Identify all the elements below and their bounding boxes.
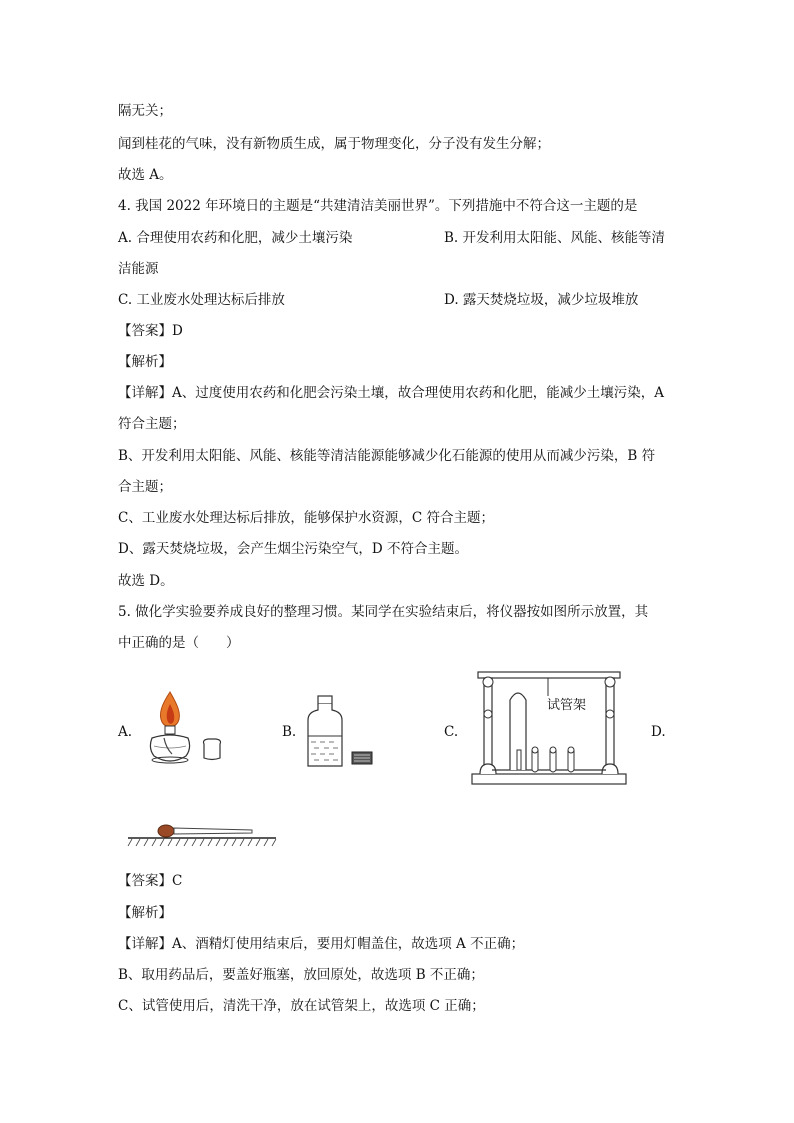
figure-label-a: A. [118,724,133,740]
text-line: 【详解】A、酒精灯使用结束后，要用灯帽盖住，故选项 A 不正确； [118,936,525,952]
text-line: C、工业废水处理达标后排放，能够保护水资源，C 符合主题； [118,510,494,526]
rack-label: 试管架 [545,696,588,716]
text-line: 闻到桂花的气味，没有新物质生成，属于物理变化，分子没有发生分解； [118,136,550,152]
text-line: B、取用药品后，要盖好瓶塞，放回原处，故选项 B 不正确； [118,967,484,983]
analysis-heading-5: 【解析】 [118,905,172,921]
text-line: 隔无关； [118,103,172,119]
figure-label-c: C. [444,724,459,740]
text-line: D、露天焚烧垃圾，会产生烟尘污染空气，D 不符合主题。 [118,541,468,557]
text-line: 合主题； [118,479,172,495]
text-line: C、试管使用后，清洗干净，放在试管架上，故选项 C 正确； [118,998,485,1014]
option-c: C. 工业废水处理达标后排放 [118,292,285,308]
option-a: A. 合理使用农药和化肥，减少土壤污染 [118,230,353,246]
figure-label-d: D. [651,724,666,740]
alcohol-lamp-figure [140,688,230,772]
option-b-cont: 洁能源 [118,261,159,277]
question-4: 4. 我国 2022 年环境日的主题是“共建清洁美丽世界”。下列措施中不符合这一主题的是 [118,198,638,214]
question-5: 5. 做化学实验要养成良好的整理习惯。某同学在实验结束后，将仪器按如图所示放置，其 [118,604,649,620]
option-b: B. 开发利用太阳能、风能、核能等清 [444,230,666,246]
test-tube-rack-figure [468,670,630,788]
analysis-heading-4: 【解析】 [118,354,172,370]
answer-4: 【答案】D [118,323,183,339]
text-line: 【详解】A、过度使用农药和化肥会污染土壤，故合理使用农药和化肥，能减少土壤污染，A [118,385,664,401]
text-line: 中正确的是（ ） [118,635,240,651]
text-line: 故选 D。 [118,573,174,589]
option-d: D. 露天焚烧垃圾，减少垃圾堆放 [444,292,639,308]
text-line: 故选 A。 [118,167,173,183]
text-line: B、开发利用太阳能、风能、核能等清洁能源能够减少化石能源的使用从而减少污染，B 符 [118,448,656,464]
answer-5: 【答案】C [118,873,183,889]
dropper-figure [126,818,278,848]
reagent-bottle-figure [304,694,384,770]
figure-label-b: B. [282,724,297,740]
text-line: 符合主题； [118,416,186,432]
